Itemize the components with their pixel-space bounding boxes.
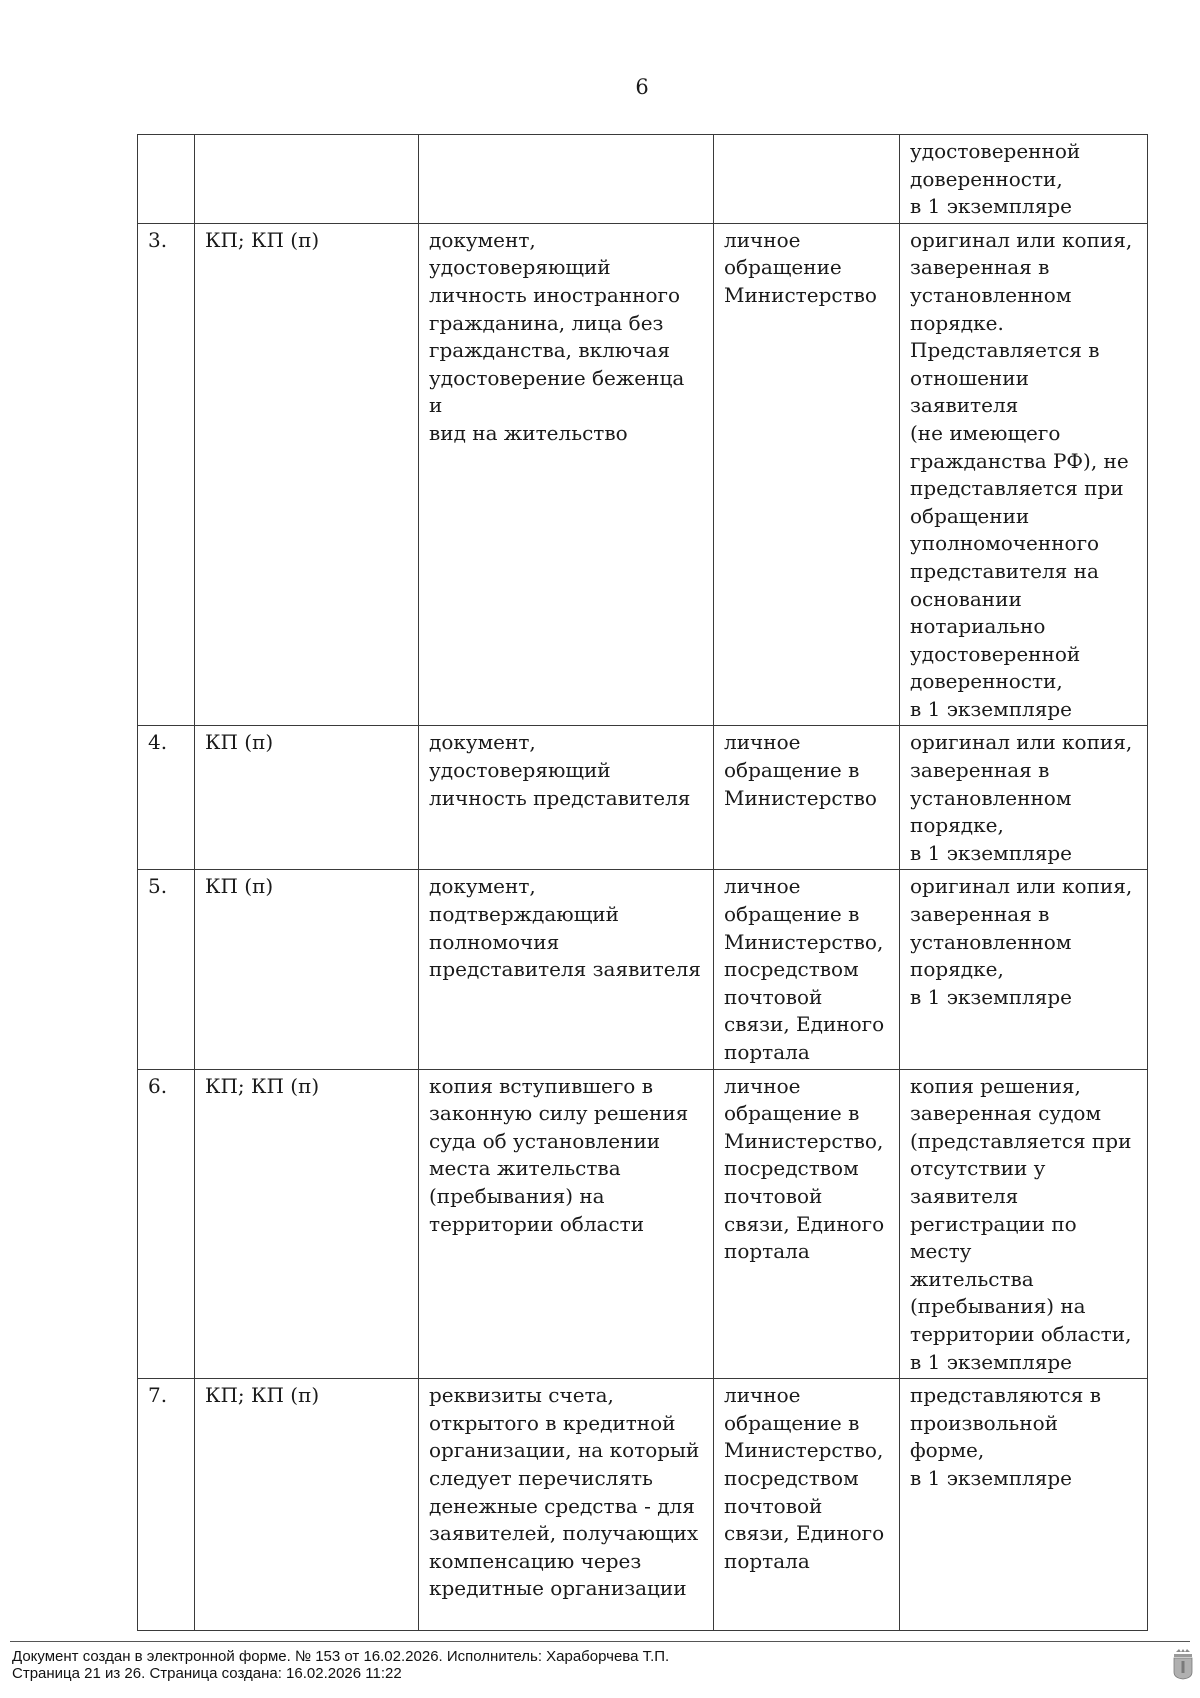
requirements-cell: копия решения, заверенная судом (представляется при отсутствии у заявителя регистрации по месту жительства (пребывания) на территории области, в 1 экземпляре — [900, 1069, 1148, 1379]
row-number-cell — [138, 135, 195, 224]
category-cell: КП (п) — [195, 726, 419, 870]
footer — [12, 1648, 669, 1682]
page-number: 6 — [635, 75, 649, 99]
requirements-cell: оригинал или копия, заверенная в установленном порядке, в 1 экземпляре — [900, 726, 1148, 870]
footer-line-page: Страница 21 из 26. Страница создана: 16.02.2026 11:22 — [12, 1665, 402, 1682]
submission-method-cell: личное обращение в Министерство, посредством почтовой связи, Единого портала — [714, 870, 900, 1069]
table-row — [138, 135, 1148, 224]
row-number-cell: 6. — [138, 1069, 195, 1379]
category-cell: КП; КП (п) — [195, 1379, 419, 1631]
document-cell: реквизиты счета, открытого в кредитной организации, на который следует перечислять денежные средства - для заявителей, получающих компенсацию через кредитные организации — [419, 1379, 714, 1631]
row-number-cell: 3. — [138, 223, 195, 726]
category-cell: КП (п) — [195, 870, 419, 1069]
coat-of-arms-icon — [1172, 1648, 1194, 1680]
requirements-cell: представляются в произвольной форме, в 1 экземпляре — [900, 1379, 1148, 1631]
table-row — [138, 1069, 1148, 1379]
category-cell: КП; КП (п) — [195, 1069, 419, 1379]
requirements-cell: оригинал или копия, заверенная в установленном порядке, в 1 экземпляре — [900, 870, 1148, 1069]
document-cell: документ, подтверждающий полномочия представителя заявителя — [419, 870, 714, 1069]
footer-line-document: Документ создан в электронной форме. № 153 от 16.02.2026. Исполнитель: Хараборчева Т.П. — [12, 1648, 670, 1665]
submission-method-cell: личное обращение в Министерство, посредством почтовой связи, Единого портала — [714, 1069, 900, 1379]
submission-method-cell — [714, 135, 900, 224]
row-number-cell: 7. — [138, 1379, 195, 1631]
category-cell — [195, 135, 419, 224]
table-row — [138, 726, 1148, 870]
footer-divider — [10, 1641, 1190, 1642]
submission-method-cell: личное обращение Министерство — [714, 223, 900, 726]
requirements-cell: оригинал или копия, заверенная в установленном порядке. Представляется в отношении заявителя (не имеющего гражданства РФ), не представляется при обращении уполномоченного представителя на основании нотариально удостоверенной доверенности, в 1 экземпляре — [900, 223, 1148, 726]
document-cell: копия вступившего в законную силу решения суда об установлении места жительства (пребывания) на территории области — [419, 1069, 714, 1379]
table-row — [138, 1379, 1148, 1631]
row-number-cell: 4. — [138, 726, 195, 870]
submission-method-cell: личное обращение в Министерство — [714, 726, 900, 870]
table-row — [138, 223, 1148, 726]
row-number-cell: 5. — [138, 870, 195, 1069]
document-cell: документ, удостоверяющий личность иностранного гражданина, лица без гражданства, включая удостоверение беженца и вид на жительство — [419, 223, 714, 726]
category-cell: КП; КП (п) — [195, 223, 419, 726]
documents-table — [137, 134, 1148, 1631]
document-cell — [419, 135, 714, 224]
document-cell: документ, удостоверяющий личность представителя — [419, 726, 714, 870]
table-row — [138, 870, 1148, 1069]
requirements-cell: удостоверенной доверенности, в 1 экземпляре — [900, 135, 1148, 224]
submission-method-cell: личное обращение в Министерство, посредством почтовой связи, Единого портала — [714, 1379, 900, 1631]
